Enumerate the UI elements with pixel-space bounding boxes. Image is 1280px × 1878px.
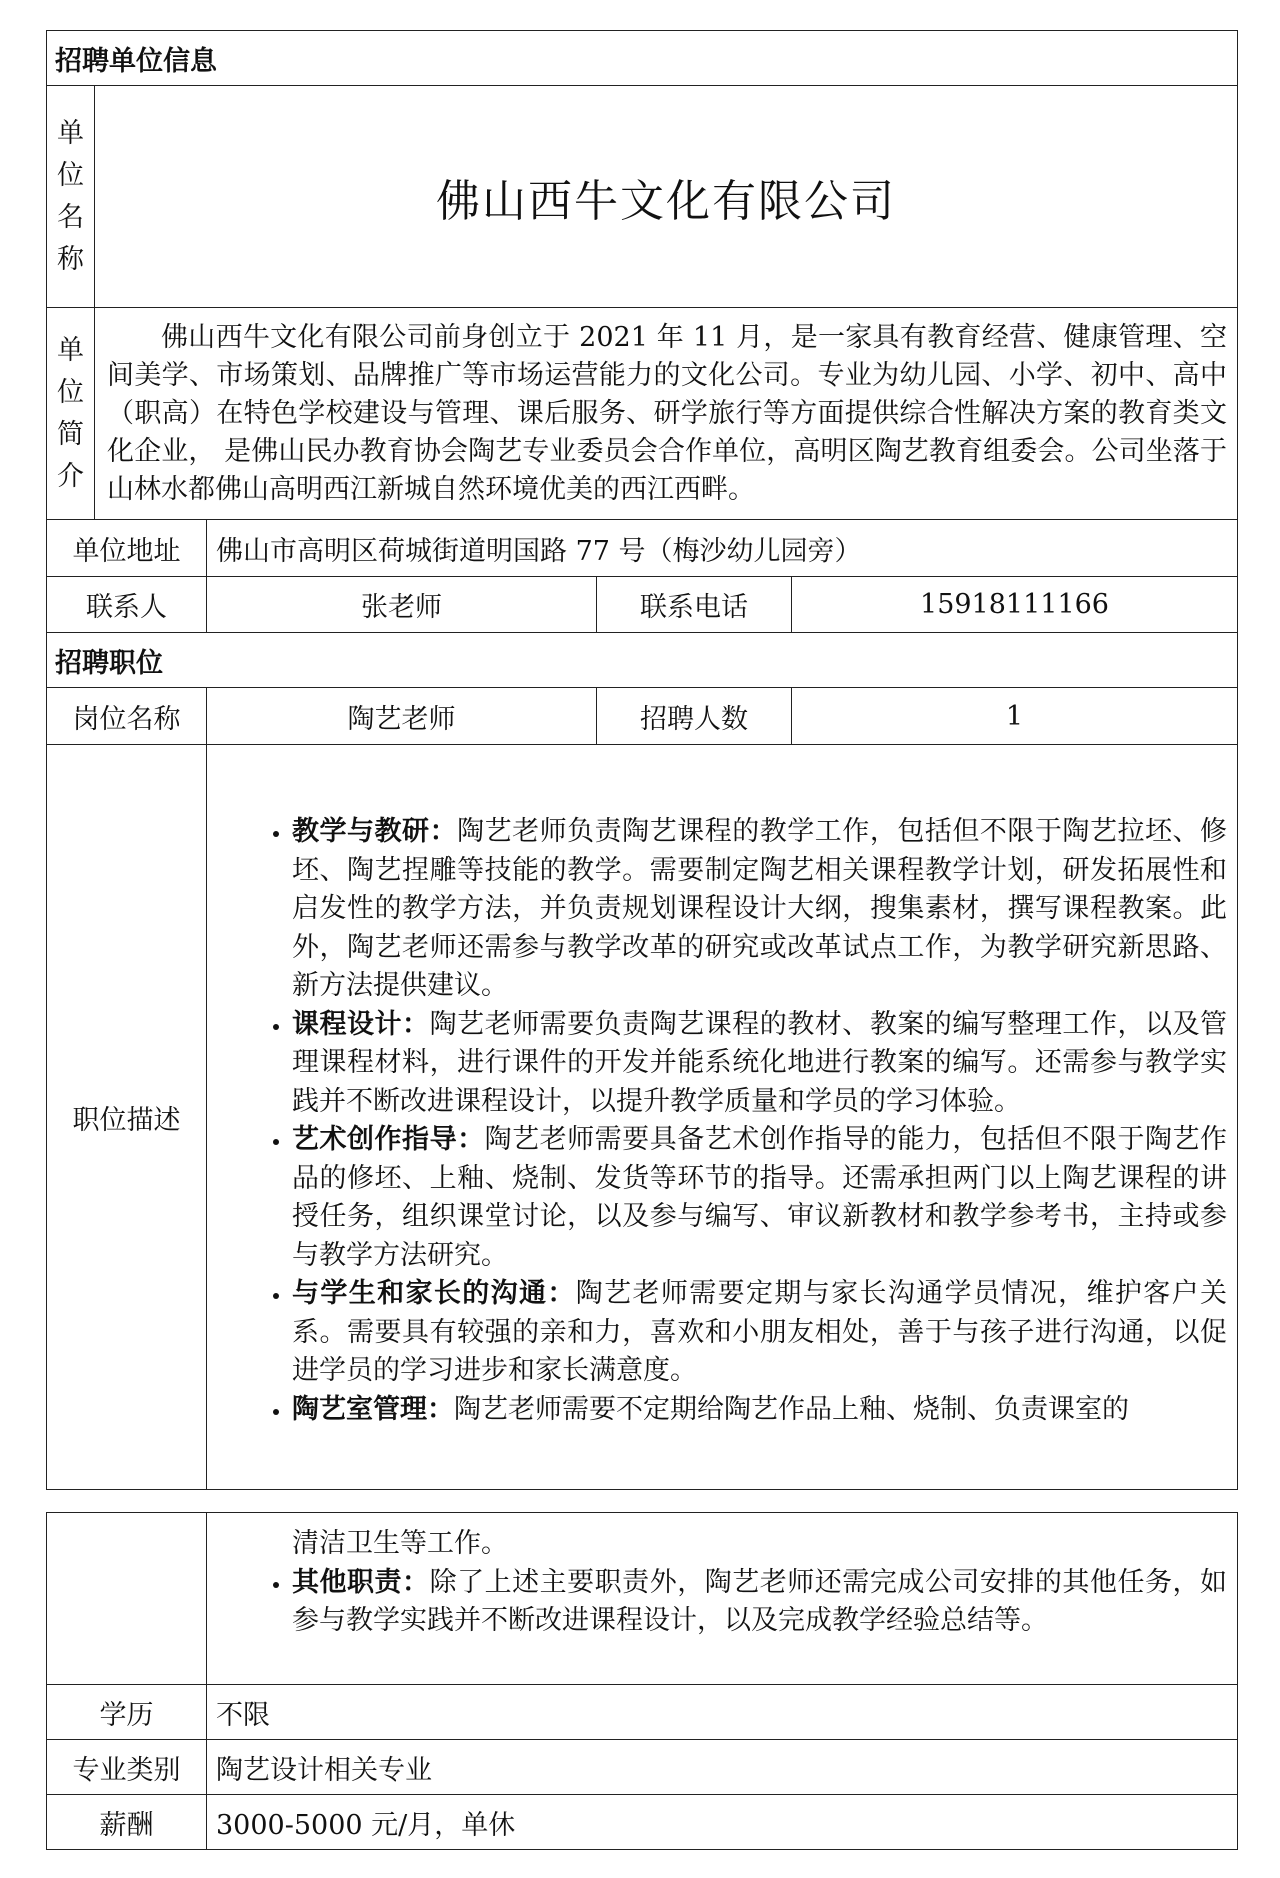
- phone-value: 15918111166: [792, 577, 1238, 633]
- company-intro-label: 单 位 简 介: [47, 308, 95, 520]
- duty-item: • 教学与教研：陶艺老师负责陶艺课程的教学工作，包括但不限于陶艺拉坯、修坯、陶艺捏雕等技能的教学。需要制定陶艺相关课程教学计划，研发拓展性和启发性的教学方法，并负责规划课程设计大纲，搜集素材，撰写课程教案。此外，陶艺老师还需参与教学改革的研究或改革试点工作，为教学研究新思路、新方法提供建议。: [292, 813, 1227, 1006]
- headcount-label: 招聘人数: [597, 688, 792, 745]
- headcount-value: 1: [792, 688, 1238, 745]
- duty-item: • 艺术创作指导：陶艺老师需要具备艺术创作指导的能力，包括但不限于陶艺作品的修坯、上釉、烧制、发货等环节的指导。还需承担两门以上陶艺课程的讲授任务，组织课堂讨论，以及参与编写、审议新教材和教学参考书，主持或参与教学方法研究。: [292, 1121, 1227, 1275]
- duty-item: • 陶艺室管理：陶艺老师需要不定期给陶艺作品上釉、烧制、负责课室的: [292, 1391, 1227, 1430]
- job-title-value: 陶艺老师: [207, 688, 597, 745]
- job-description-label-cont: [47, 1513, 207, 1685]
- address-value: 佛山市高明区荷城街道明国路 77 号（梅沙幼儿园旁）: [207, 520, 1238, 577]
- job-title-label: 岗位名称: [47, 688, 207, 745]
- contact-label: 联系人: [47, 577, 207, 633]
- job-description-cont: [207, 1513, 1238, 1685]
- company-intro: 佛山西牛文化有限公司前身创立于 2021 年 11 月，是一家具有教育经营、健康管理、空间美学、市场策划、品牌推广等市场运营能力的文化公司。专业为幼儿园、小学、初中、高中（职高）在特色学校建设与管理、课后服务、研学旅行等方面提供综合性解决方案的教育类文化企业， 是佛山民办教育协会陶艺专业委员会合作单位，高明区陶艺教育组委会。公司坐落于山林水都佛山高明西江新城自然环境优美的西江西畔。: [95, 308, 1238, 520]
- salary-label: 薪酬: [47, 1795, 207, 1850]
- major-value: 陶艺设计相关专业: [207, 1740, 1238, 1795]
- education-value: 不限: [207, 1685, 1238, 1740]
- position-section-title: 招聘职位: [47, 633, 1238, 688]
- address-label: 单位地址: [47, 520, 207, 577]
- company-name-label: 单 位 名 称: [47, 86, 95, 308]
- duty-item: • 其他职责：除了上述主要职责外，陶艺老师还需完成公司安排的其他任务，如参与教学实践并不断改进课程设计，以及完成教学经验总结等。: [292, 1564, 1227, 1641]
- duty-continuation: 清洁卫生等工作。: [292, 1528, 508, 1559]
- job-description-label: 职位描述: [47, 745, 207, 1490]
- duty-item: • 与学生和家长的沟通：陶艺老师需要定期与家长沟通学员情况，维护客户关系。需要具有较强的亲和力，喜欢和小朋友相处，善于与孩子进行沟通，以促进学员的学习进步和家长满意度。: [292, 1275, 1227, 1391]
- contact-value: 张老师: [207, 577, 597, 633]
- major-label: 专业类别: [47, 1740, 207, 1795]
- phone-label: 联系电话: [597, 577, 792, 633]
- company-name: 佛山西牛文化有限公司: [95, 86, 1238, 308]
- employer-section-title: 招聘单位信息: [47, 31, 1238, 86]
- salary-value: 3000-5000 元/月，单休: [207, 1795, 1238, 1850]
- recruitment-table-continued: [46, 1512, 1238, 1850]
- job-description: [207, 745, 1238, 1490]
- recruitment-table: [46, 30, 1238, 1490]
- education-label: 学历: [47, 1685, 207, 1740]
- duty-item: • 课程设计：陶艺老师需要负责陶艺课程的教材、教案的编写整理工作，以及管理课程材料，进行课件的开发并能系统化地进行教案的编写。还需参与教学实践并不断改进课程设计，以提升教学质量和学员的学习体验。: [292, 1006, 1227, 1122]
